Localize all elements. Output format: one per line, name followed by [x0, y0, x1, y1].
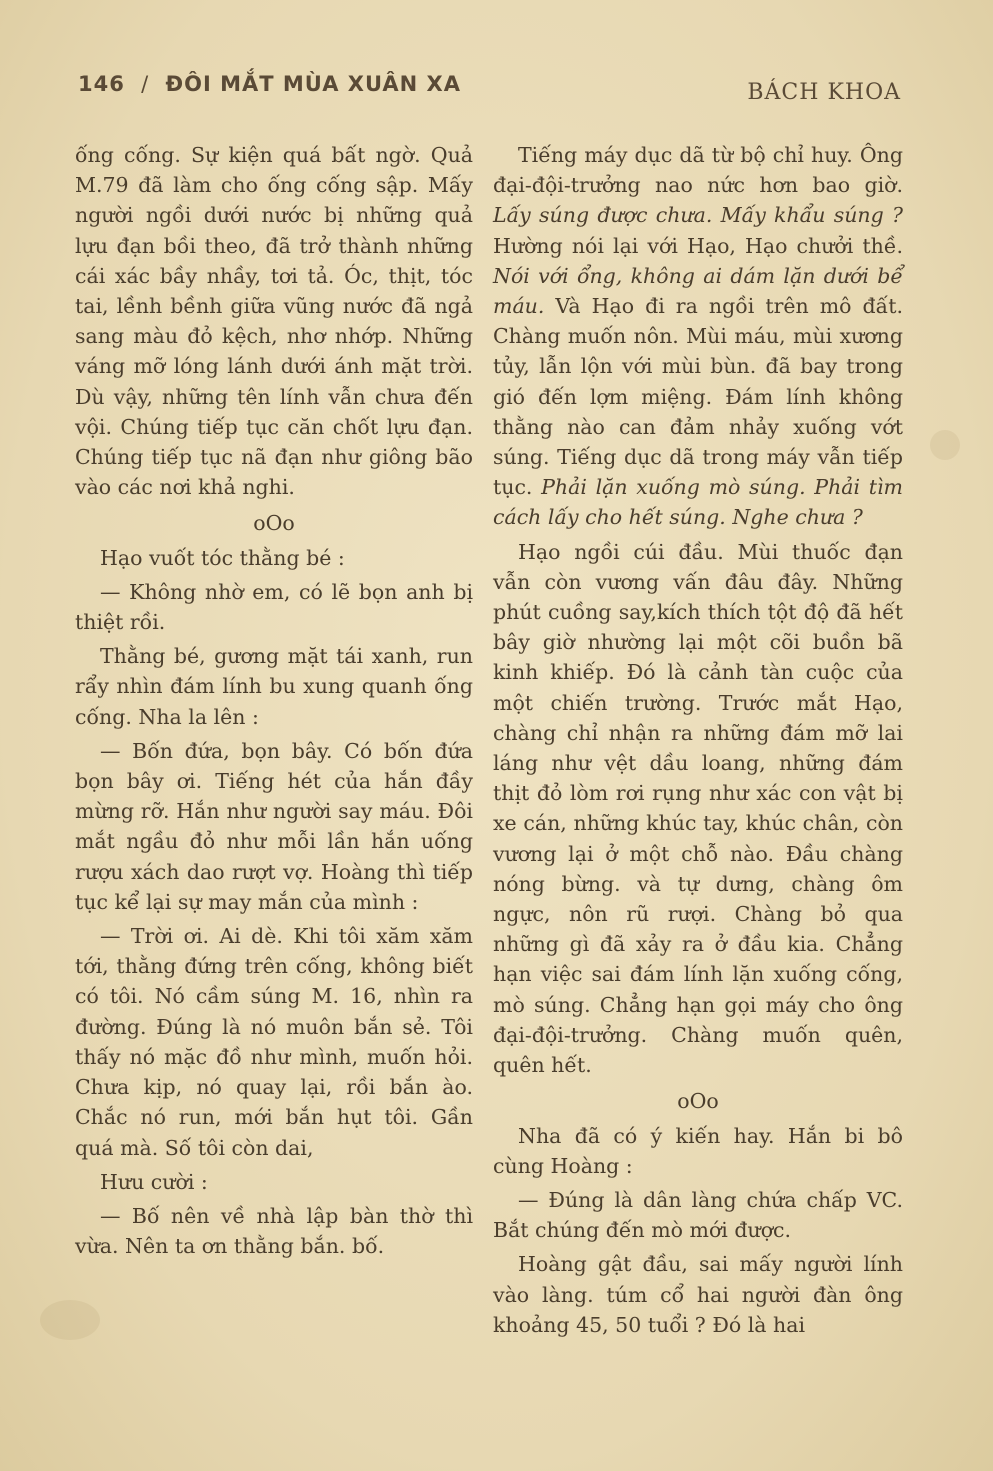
paper-stain [40, 1300, 100, 1340]
italic-run: Nói với ổng, không ai dám lặn dưới bể máu. [493, 263, 903, 319]
magazine-name: BÁCH KHOA [747, 80, 901, 105]
right-column [493, 140, 903, 1340]
header-separator: / [141, 72, 150, 96]
page-header [78, 72, 901, 112]
left-column [75, 140, 473, 1261]
text-run: Hường nói lại với Hạo, Hạo chưởi thề. [493, 233, 903, 258]
text-run: Và Hạo đi ra ngồi trên mô đất. Chàng muốn nôn. Mùi máu, mùi xương tủy, lẫn lộn với mùi bùn. đã bay trong gió đến lợm miệng. Đám lính không thằng nào can đảm nhảy xuống vớt súng. Tiếng dục dã trong máy vẫn tiếp tục. [493, 294, 903, 500]
paragraph: ống cống. Sự kiện quá bất ngờ. Quả M.79 đã làm cho ống cống sập. Mấy người ngồi dưới nước bị những quả lựu đạn bồi theo, đã trở thành những cái xác bầy nhầy, tơi tả. Óc, thịt, tóc tai, lềnh bềnh giữa vũng nước đã ngả sang màu đỏ kệch, nhơ nhớp. Những váng mỡ lóng lánh dưới ánh mặt trời. Dù vậy, những tên lính vẫn chưa đến vội. Chúng tiếp tục căn chốt lựu đạn. Chúng tiếp tục nã đạn như giông bão vào các nơi khả nghi. [75, 143, 473, 500]
paragraph: Nha đã có ý kiến hay. Hắn bi bô cùng Hoàng : [493, 1123, 903, 1178]
italic-run: Lấy súng được chưa. Mấy khẩu súng ? [493, 203, 903, 228]
paragraph: Thằng bé, gương mặt tái xanh, run rẩy nhìn đám lính bu xung quanh ống cống. Nha la lên : [75, 644, 473, 729]
paragraph: — Trời ơi. Ai dè. Khi tôi xăm xăm tới, thằng đứng trên cống, không biết có tôi. Nó cầm súng M. 16, nhìn ra đường. Đúng là nó muôn bắn sẻ. Tôi thấy nó mặc đồ như mình, muốn hỏi. Chưa kịp, nó quay lại, rồi bắn ào. Chắc nó run, mới bắn hụt tôi. Gần quá mà. Số tôi còn dai, [75, 924, 473, 1160]
italic-run: Phải lặn xuống mò súng. Phải tìm cách lấy cho hết súng. Nghe chưa ? [493, 475, 903, 530]
paragraph: Hưu cười : [100, 1169, 208, 1194]
header-left [78, 72, 461, 96]
paragraph [493, 140, 903, 533]
paragraph: Hạo vuốt tóc thằng bé : [100, 545, 345, 570]
paragraph: — Bốn đứa, bọn bây. Có bốn đứa bọn bây ơi. Tiếng hét của hắn đầy mừng rỡ. Hắn như người say máu. Đôi mắt ngầu đỏ như mỗi lần hắn uống rượu xách dao rượt vợ. Hoàng thì tiếp tục kể lại sự may mắn của mình : [75, 738, 473, 914]
section-separator: oOo [253, 511, 295, 536]
paragraph: — Bố nên về nhà lập bàn thờ thì vừa. Nên ta ơn thằng bắn. bố. [75, 1203, 473, 1259]
page-number: 146 [78, 72, 125, 96]
paper-stain [930, 430, 960, 460]
text-run: Tiếng máy dục dã từ bộ chỉ huy. Ông đại-đội-trưởng nao nức hơn bao giờ. [493, 143, 903, 198]
paragraph: Hoàng gật đầu, sai mấy người lính vào làng. túm cổ hai người đàn ông khoảng 45, 50 tuổi ? Đó là hai [493, 1252, 903, 1337]
section-separator: oOo [677, 1089, 719, 1114]
paragraph: — Không nhờ em, có lẽ bọn anh bị thiệt rồi. [75, 579, 473, 635]
paragraph: — Đúng là dân làng chứa chấp VC. Bắt chúng đến mò mới được. [493, 1187, 903, 1243]
book-title: ĐÔI MẮT MÙA XUÂN XA [165, 72, 461, 96]
paragraph: Hạo ngồi cúi đầu. Mùi thuốc đạn vẫn còn vương vấn đâu đây. Những phút cuồng say,kích thích tột độ đã hết bây giờ nhường lại một cõi buồn bã kinh khiếp. Đó là cảnh tàn cuộc của một chiến trường. Trước mắt Hạo, chàng chỉ nhận ra những đám mỡ lai láng như vệt dầu loang, những đám thịt đỏ lòm rơi rụng như xác con vật bị xe cán, những khúc tay, khúc chân, còn vương lại ở một chỗ nào. Đầu chàng nóng bừng. và tự dưng, chàng ôm ngực, nôn rũ rượi. Chàng bỏ qua những gì đã xảy ra ở đầu kia. Chẳng hạn việc sai đám lính lặn xuống cống, mò súng. Chẳng hạn gọi máy cho ông đại-đội-trưởng. Chàng muốn quên, quên hết. [493, 539, 903, 1078]
